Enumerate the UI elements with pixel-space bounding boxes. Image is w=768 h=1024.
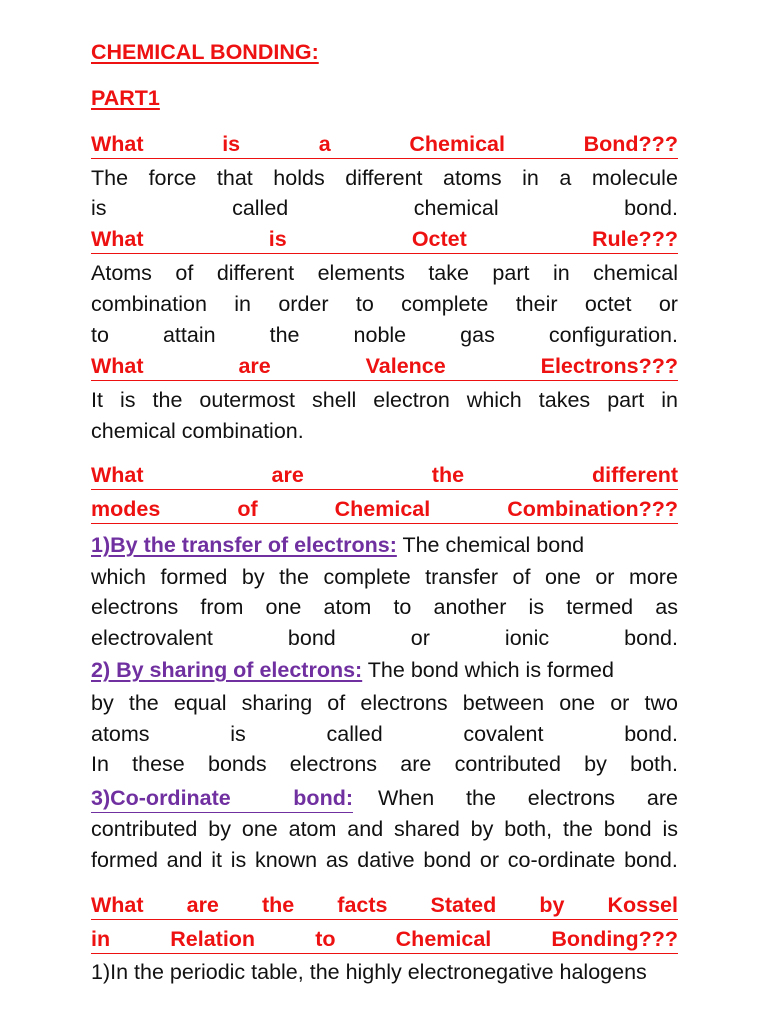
word: sharing bbox=[241, 691, 313, 715]
paragraph-line bbox=[91, 750, 678, 778]
word: combination bbox=[91, 292, 207, 316]
word: by bbox=[241, 565, 265, 589]
heading-valence-electrons bbox=[91, 353, 678, 381]
word: contributed bbox=[454, 752, 561, 776]
word: electrons bbox=[360, 691, 448, 715]
word: takes bbox=[538, 388, 591, 412]
word: Chemical bbox=[395, 927, 492, 951]
word: Bond??? bbox=[583, 132, 678, 156]
word: called bbox=[232, 196, 289, 220]
word: or bbox=[410, 626, 430, 650]
word: different bbox=[216, 261, 295, 285]
word: termed bbox=[566, 595, 634, 619]
word: contributed bbox=[91, 817, 198, 841]
paragraph-line bbox=[91, 720, 678, 748]
word: chemical bbox=[593, 261, 678, 285]
word: bond. bbox=[624, 196, 678, 220]
word: transfer bbox=[425, 565, 499, 589]
word: order bbox=[278, 292, 329, 316]
word: shell bbox=[312, 388, 357, 412]
word: electrovalent bbox=[91, 626, 213, 650]
paragraph-line bbox=[91, 593, 678, 621]
word: these bbox=[132, 752, 185, 776]
word: bond bbox=[287, 626, 336, 650]
word: formed bbox=[160, 565, 228, 589]
word: Electrons??? bbox=[540, 354, 678, 378]
paragraph-line: 1)In the periodic table, the highly electronegative halogens bbox=[91, 960, 647, 984]
word: Valence bbox=[365, 354, 446, 378]
heading-chemical-bond bbox=[91, 131, 678, 159]
word: is bbox=[662, 817, 678, 841]
word: Atoms bbox=[91, 261, 152, 285]
word: outermost bbox=[199, 388, 296, 412]
word: one bbox=[241, 817, 278, 841]
word: What bbox=[91, 893, 144, 917]
word: both. bbox=[630, 752, 678, 776]
word: electrons bbox=[91, 595, 179, 619]
word: to bbox=[355, 292, 374, 316]
item-sharing-line: 2) By sharing of electrons: The bond which is formed bbox=[91, 658, 614, 682]
word: Kossel bbox=[607, 893, 678, 917]
word: ionic bbox=[504, 626, 550, 650]
word: by bbox=[470, 817, 494, 841]
word: The bbox=[91, 166, 129, 190]
word: two bbox=[644, 691, 678, 715]
word: Combination??? bbox=[507, 497, 678, 521]
paragraph-line bbox=[91, 846, 678, 874]
word: configuration. bbox=[548, 323, 678, 347]
word: atom bbox=[323, 595, 372, 619]
paragraph-line bbox=[91, 290, 678, 318]
word: What bbox=[91, 354, 144, 378]
word: are bbox=[400, 752, 432, 776]
word: by bbox=[208, 817, 231, 841]
word: which bbox=[466, 388, 522, 412]
word: in bbox=[234, 292, 251, 316]
word: and bbox=[166, 848, 203, 872]
word: the bbox=[261, 893, 295, 917]
word: covalent bbox=[463, 722, 544, 746]
word: is bbox=[230, 848, 247, 872]
paragraph-line bbox=[91, 563, 678, 591]
word: are bbox=[646, 786, 678, 810]
word: are bbox=[271, 463, 304, 487]
document-title: CHEMICAL BONDING: bbox=[91, 40, 319, 64]
word: noble bbox=[353, 323, 407, 347]
word: is bbox=[268, 227, 287, 251]
word: are bbox=[186, 893, 219, 917]
word: or bbox=[595, 565, 615, 589]
word: octet bbox=[584, 292, 632, 316]
paragraph-line bbox=[91, 624, 678, 652]
word: gas bbox=[460, 323, 495, 347]
item-label-coordinate: 3)Co-ordinate bond: bbox=[91, 784, 353, 813]
heading-modes-line1 bbox=[91, 462, 678, 490]
word: holds bbox=[273, 166, 325, 190]
paragraph-line bbox=[91, 259, 678, 287]
word: are bbox=[238, 354, 271, 378]
word: the bbox=[128, 691, 159, 715]
word: in bbox=[552, 261, 570, 285]
paragraph-line bbox=[91, 321, 678, 349]
word: chemical bbox=[413, 196, 499, 220]
word: force bbox=[148, 166, 197, 190]
item-coordinate-rest bbox=[378, 784, 678, 813]
word: both, bbox=[504, 817, 553, 841]
word: of bbox=[512, 565, 531, 589]
word: formed bbox=[91, 848, 158, 872]
word: electrons bbox=[527, 786, 616, 810]
word: of bbox=[237, 497, 258, 521]
word: complete bbox=[401, 292, 489, 316]
part-label: PART1 bbox=[91, 86, 160, 110]
word: bond. bbox=[624, 848, 678, 872]
word: Stated bbox=[430, 893, 497, 917]
word: the bbox=[279, 565, 309, 589]
word: Bonding??? bbox=[551, 927, 678, 951]
paragraph-line bbox=[91, 815, 678, 843]
word: in bbox=[522, 166, 539, 190]
word: the bbox=[562, 817, 593, 841]
word: elements bbox=[317, 261, 405, 285]
word: is bbox=[528, 595, 545, 619]
word: modes bbox=[91, 497, 161, 521]
word: the bbox=[466, 786, 496, 810]
heading-kossel-line1 bbox=[91, 892, 678, 920]
word: is bbox=[230, 722, 246, 746]
item-coordinate-line bbox=[91, 784, 678, 813]
word: What bbox=[91, 463, 144, 487]
word: electron bbox=[373, 388, 450, 412]
word: attain bbox=[162, 323, 216, 347]
word: complete bbox=[323, 565, 411, 589]
word: one bbox=[544, 565, 581, 589]
word: bonds bbox=[207, 752, 267, 776]
word: different bbox=[592, 463, 678, 487]
paragraph-line bbox=[91, 689, 678, 717]
word: shared bbox=[394, 817, 460, 841]
paragraph-line: chemical combination. bbox=[91, 419, 304, 443]
word: in bbox=[91, 927, 111, 951]
word: bond. bbox=[624, 722, 678, 746]
word: is bbox=[91, 196, 107, 220]
word: Chemical bbox=[409, 132, 505, 156]
word: equal bbox=[173, 691, 227, 715]
word: atoms bbox=[91, 722, 150, 746]
word: Chemical bbox=[334, 497, 431, 521]
word: more bbox=[628, 565, 678, 589]
item-label-sharing: 2) By sharing of electrons: bbox=[91, 658, 363, 682]
word: electrons bbox=[289, 752, 378, 776]
word: their bbox=[515, 292, 558, 316]
word: a bbox=[318, 132, 331, 156]
word: part bbox=[492, 261, 530, 285]
word: What bbox=[91, 132, 144, 156]
word: atom bbox=[288, 817, 337, 841]
word: in bbox=[661, 388, 678, 412]
word: the bbox=[431, 463, 465, 487]
word: and bbox=[347, 817, 384, 841]
word: to bbox=[315, 927, 336, 951]
word: from bbox=[200, 595, 244, 619]
word: dative bbox=[357, 848, 415, 872]
word: take bbox=[428, 261, 469, 285]
item-label-transfer: 1)By the transfer of electrons: bbox=[91, 533, 397, 557]
heading-kossel-line2 bbox=[91, 926, 678, 954]
word: In bbox=[91, 752, 109, 776]
word: to bbox=[91, 323, 109, 347]
word: the bbox=[152, 388, 183, 412]
word: the bbox=[269, 323, 300, 347]
word: one bbox=[265, 595, 302, 619]
word: by bbox=[584, 752, 607, 776]
word: It bbox=[91, 388, 103, 412]
word: or bbox=[658, 292, 678, 316]
word: part bbox=[607, 388, 645, 412]
heading-octet-rule bbox=[91, 226, 678, 254]
word: by bbox=[91, 691, 114, 715]
word: another bbox=[433, 595, 507, 619]
word: which bbox=[91, 565, 146, 589]
word: What bbox=[91, 227, 144, 251]
word: bond bbox=[603, 817, 652, 841]
word: Rule??? bbox=[591, 227, 678, 251]
word: to bbox=[393, 595, 412, 619]
word: a bbox=[559, 166, 572, 190]
heading-modes-line2 bbox=[91, 496, 678, 524]
paragraph-line bbox=[91, 194, 678, 222]
paragraph-line bbox=[91, 386, 678, 414]
word: atoms bbox=[443, 166, 502, 190]
word: known bbox=[254, 848, 318, 872]
word: facts bbox=[337, 893, 388, 917]
word: between bbox=[462, 691, 545, 715]
word: molecule bbox=[591, 166, 678, 190]
word: is bbox=[222, 132, 241, 156]
word: it bbox=[211, 848, 222, 872]
word: of bbox=[327, 691, 346, 715]
word: Octet bbox=[411, 227, 467, 251]
word: different bbox=[345, 166, 423, 190]
word: Relation bbox=[170, 927, 256, 951]
word: as bbox=[655, 595, 678, 619]
word: as bbox=[325, 848, 349, 872]
word: called bbox=[326, 722, 383, 746]
word: co-ordinate bbox=[507, 848, 616, 872]
word: one bbox=[559, 691, 596, 715]
word: or bbox=[610, 691, 630, 715]
word: bond bbox=[423, 848, 472, 872]
word: of bbox=[175, 261, 194, 285]
paragraph-line bbox=[91, 164, 678, 192]
word: When bbox=[378, 786, 435, 810]
word: that bbox=[216, 166, 253, 190]
word: bond. bbox=[624, 626, 678, 650]
word: or bbox=[479, 848, 500, 872]
word: is bbox=[119, 388, 136, 412]
word: by bbox=[539, 893, 565, 917]
item-transfer-line: 1)By the transfer of electrons: The chemical bond bbox=[91, 533, 585, 557]
